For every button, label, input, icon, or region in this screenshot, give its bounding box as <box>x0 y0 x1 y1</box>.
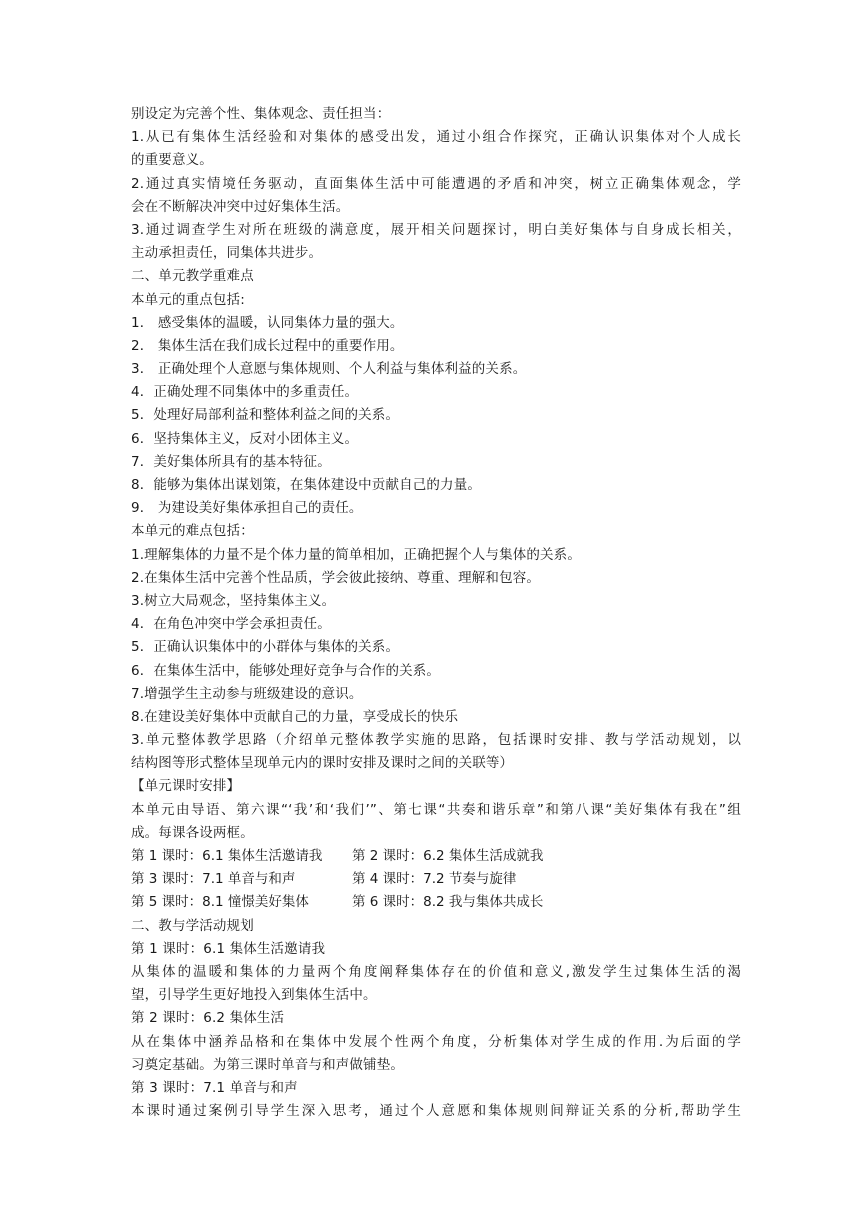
goal-3-line-2: 主动承担责任，同集体共进步。 <box>131 245 323 262</box>
difficult-point-item: 5．正确认识集体中的小群体与集体的关系。 <box>131 639 400 656</box>
difficult-point-item: 2.在集体生活中完善个性品质，学会彼此接纳、尊重、理解和包容。 <box>131 569 541 586</box>
goal-1-line-2: 的重要意义。 <box>131 152 213 169</box>
schedule-row <box>131 845 741 868</box>
schedule-desc-line-1: 本单元由导语、第六课“‘我’和‘我们’”、第七课“共奏和谐乐章”和第八课“美好集体有我在”组 <box>131 801 741 818</box>
difficult-point-item: 6．在集体生活中，能够处理好竞争与合作的关系。 <box>131 662 441 679</box>
schedule-lesson-4: 第 4 课时：7.2 节奏与旋律 <box>352 871 517 888</box>
schedule-row <box>131 868 741 891</box>
goal-1-line-1: 1.从已有集体生活经验和对集体的感受出发，通过小组合作探究，正确认识集体对个人成长 <box>131 129 741 146</box>
lesson-1-line-2: 望，引导学生更好地投入到集体生活中。 <box>131 987 377 1004</box>
difficult-point-item: 3.树立大局观念，坚持集体主义。 <box>131 592 336 609</box>
schedule-lesson-6: 第 6 课时：8.2 我与集体共成长 <box>352 894 544 911</box>
key-point-item: 7．美好集体所具有的基本特征。 <box>131 453 331 470</box>
schedule-row <box>131 891 741 914</box>
key-point-item: 4．正确处理不同集体中的多重责任。 <box>131 384 359 401</box>
lesson-2-line-1: 从在集体中涵养品格和在集体中发展个性两个角度，分析集体对学生成的作用.为后面的学 <box>131 1033 741 1050</box>
lesson-2-line-2: 习奠定基础。为第三课时单音与和声做铺垫。 <box>131 1056 404 1073</box>
goal-2-line-1: 2.通过真实情境任务驱动，直面集体生活中可能遭遇的矛盾和冲突，树立正确集体观念，学 <box>131 175 741 192</box>
key-point-item: 6．坚持集体主义，反对小团体主义。 <box>131 430 359 447</box>
schedule-lesson-2: 第 2 课时：6.2 集体生活成就我 <box>352 848 544 864</box>
difficult-point-item: 8.在建设美好集体中贡献自己的力量，享受成长的快乐 <box>131 708 459 725</box>
lesson-3-line-1: 本课时通过案例引导学生深入思考，通过个人意愿和集体规则间辩证关系的分析,帮助学生 <box>131 1103 741 1120</box>
goals-intro-line: 别设定为完善个性、集体观念、责任担当： <box>131 106 391 122</box>
section-heading-key-difficult: 二、单元教学重难点 <box>131 268 254 285</box>
document-body <box>131 103 741 1123</box>
approach-line-2: 结构图等形式整体呈现单元内的课时安排及课时之间的关联等） <box>131 755 514 772</box>
schedule-heading: 【单元课时安排】 <box>131 778 241 795</box>
key-point-item: 1． 感受集体的温暖，认同集体力量的强大。 <box>131 314 404 331</box>
key-point-item: 8．能够为集体出谋划策，在集体建设中贡献自己的力量。 <box>131 477 481 493</box>
activities-heading: 二、教与学活动规划 <box>131 917 254 934</box>
goal-2-line-2: 会在不断解决冲突中过好集体生活。 <box>131 198 350 215</box>
key-point-item: 3． 正确处理个人意愿与集体规则、个人利益与集体利益的关系。 <box>131 361 527 378</box>
difficult-point-item: 1.理解集体的力量不是个体力量的简单相加，正确把握个人与集体的关系。 <box>131 546 581 563</box>
key-points-lead: 本单元的重点包括: <box>131 291 245 308</box>
approach-line-1: 3.单元整体教学思路（介绍单元整体教学实施的思路，包括课时安排、教与学活动规划，以 <box>131 732 741 749</box>
difficult-points-lead: 本单元的难点包括： <box>131 523 254 540</box>
goal-3-line-1: 3.通过调查学生对所在班级的满意度，展开相关问题探讨，明白美好集体与自身成长相关， <box>131 221 741 238</box>
lesson-1-line-1: 从集体的温暖和集体的力量两个角度阐释集体存在的价值和意义,激发学生过集体生活的渴 <box>131 963 741 980</box>
lesson-3-title: 第 3 课时：7.1 单音与和声 <box>131 1079 298 1096</box>
schedule-lesson-1: 第 1 课时：6.1 集体生活邀请我 <box>131 848 323 864</box>
key-point-item: 2． 集体生活在我们成长过程中的重要作用。 <box>131 337 404 354</box>
lesson-1-title: 第 1 课时：6.1 集体生活邀请我 <box>131 940 326 957</box>
difficult-point-item: 7.增强学生主动参与班级建设的意识。 <box>131 685 363 702</box>
difficult-point-item: 4．在角色冲突中学会承担责任。 <box>131 616 331 633</box>
key-point-item: 9． 为建设美好集体承担自己的责任。 <box>131 500 363 517</box>
lesson-2-title: 第 2 课时：6.2 集体生活 <box>131 1010 285 1027</box>
schedule-lesson-5: 第 5 课时：8.1 憧憬美好集体 <box>131 894 309 911</box>
schedule-desc-line-2: 成。每课各设两框。 <box>131 824 254 841</box>
schedule-lesson-3: 第 3 课时：7.1 单音与和声 <box>131 871 296 888</box>
key-point-item: 5．处理好局部利益和整体利益之间的关系。 <box>131 407 400 424</box>
